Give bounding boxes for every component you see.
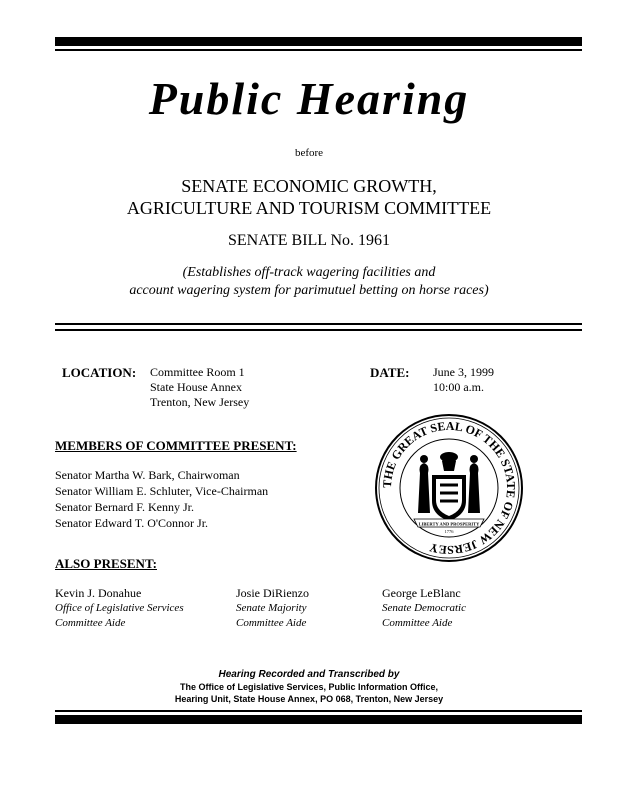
seal-year: 1776 — [444, 529, 454, 534]
attendee — [236, 586, 309, 631]
desc-line-2: account wagering system for parimutuel betting on horse races) — [129, 283, 489, 298]
middle-rule-1 — [55, 323, 582, 325]
committee-line-2: AGRICULTURE AND TOURISM COMMITTEE — [126, 198, 492, 218]
members-heading: MEMBERS OF COMMITTEE PRESENT: — [55, 438, 297, 453]
state-seal-icon — [374, 413, 524, 563]
seal-banner-text: LIBERTY AND PROSPERITY — [418, 521, 480, 527]
credit-line-2: Hearing Unit, State House Annex, PO 068, Trenton, New Jersey — [174, 694, 444, 704]
location-details — [150, 365, 249, 410]
location-line: Committee Room 1 — [150, 365, 245, 379]
credit-heading: Hearing Recorded and Transcribed by — [218, 669, 400, 680]
committee-name — [0, 175, 618, 219]
also-present-heading: ALSO PRESENT: — [55, 556, 157, 571]
bottom-thick-rule — [55, 715, 582, 724]
members-list — [55, 467, 268, 531]
location-line: State House Annex — [150, 380, 242, 394]
attendee-name: George LeBlanc — [382, 586, 461, 600]
attendee — [55, 586, 184, 631]
attendee-org: Office of Legislative Services — [55, 602, 184, 614]
date-label: DATE: — [370, 365, 410, 380]
bill-description — [0, 264, 618, 300]
time-value: 10:00 a.m. — [433, 380, 484, 394]
before-label: before — [294, 147, 324, 159]
credit-line-1: The Office of Legislative Services, Public Information Office, — [179, 682, 439, 692]
location-label: LOCATION: — [62, 365, 137, 380]
list-item: Senator Edward T. O'Connor Jr. — [55, 516, 209, 530]
date-details — [433, 365, 494, 395]
attendee-name: Josie DiRienzo — [236, 586, 309, 600]
location-line: Trenton, New Jersey — [150, 395, 250, 409]
list-item: Senator Martha W. Bark, Chairwoman — [55, 468, 240, 482]
bill-number: SENATE BILL No. 1961 — [227, 232, 391, 249]
attendee-role: Committee Aide — [236, 617, 307, 629]
attendee-org: Senate Majority — [236, 602, 307, 614]
attendee-name: Kevin J. Donahue — [55, 586, 142, 600]
desc-line-1: (Establishes off-track wagering facilities and — [182, 265, 436, 280]
top-thin-rule — [55, 49, 582, 51]
list-item: Senator Bernard F. Kenny Jr. — [55, 500, 195, 514]
seal-ring-text: THE GREAT SEAL OF THE STATE OF NEW JERSEY — [379, 418, 519, 558]
attendee — [382, 586, 466, 631]
bottom-thin-rule — [55, 710, 582, 712]
attendee-role: Committee Aide — [382, 617, 453, 629]
middle-rule-2 — [55, 329, 582, 331]
top-thick-rule — [55, 37, 582, 46]
transcription-credit — [0, 669, 618, 705]
list-item: Senator William E. Schluter, Vice-Chairman — [55, 484, 269, 498]
committee-line-1: SENATE ECONOMIC GROWTH, — [181, 176, 437, 196]
attendee-role: Committee Aide — [55, 617, 126, 629]
page-title: Public Hearing — [148, 73, 470, 124]
date-value: June 3, 1999 — [433, 365, 494, 379]
attendee-org: Senate Democratic — [382, 602, 466, 614]
